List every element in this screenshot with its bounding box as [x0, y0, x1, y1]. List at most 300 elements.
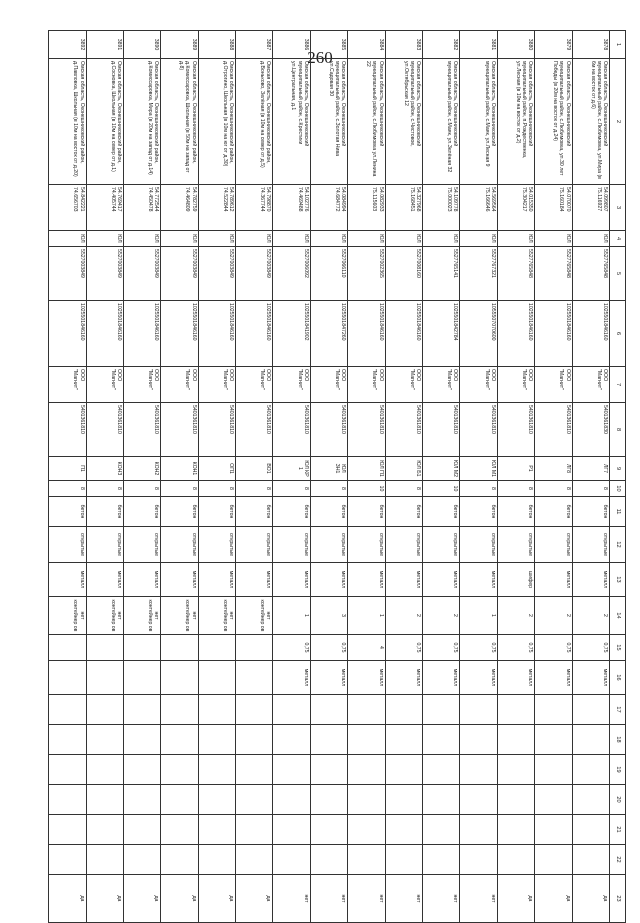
- table-cell: бетон: [273, 497, 310, 527]
- table-cell: открытые: [535, 527, 572, 563]
- table-cell: [236, 785, 273, 815]
- table-cell: бетон: [460, 497, 497, 527]
- table-row: [123, 31, 160, 923]
- table-row: [385, 31, 422, 923]
- table-cell: нет: [460, 875, 497, 923]
- table-cell: [385, 695, 422, 725]
- table-cell: [385, 815, 422, 845]
- table-cell: 0,75: [385, 635, 422, 661]
- table-cell: бетон: [385, 497, 422, 527]
- column-header: 9: [610, 457, 626, 481]
- table-row: [572, 31, 609, 923]
- table-cell: 5527765141: [423, 247, 460, 301]
- table-cell: [348, 785, 385, 815]
- table-cell: нет: [385, 875, 422, 923]
- table-cell: ЮЛ: [572, 231, 609, 247]
- table-cell: 8: [236, 481, 273, 497]
- table-cell: ЮЛ: [198, 231, 235, 247]
- table-cell: 1: [348, 597, 385, 635]
- table-cell: [161, 695, 198, 725]
- table-cell: [273, 695, 310, 725]
- table-cell: [310, 755, 347, 785]
- table-cell: да: [198, 875, 235, 923]
- table-cell: 3892: [49, 31, 86, 59]
- table-cell: ООО "Магнит": [348, 367, 385, 403]
- table-cell: да: [86, 875, 123, 923]
- table-cell: 5401361810: [198, 403, 235, 457]
- table-cell: [49, 755, 86, 785]
- table-cell: 0,75: [310, 635, 347, 661]
- table-cell: [161, 661, 198, 695]
- table-cell: [86, 661, 123, 695]
- table-cell: [535, 785, 572, 815]
- table-cell: 5401361810: [310, 403, 347, 457]
- table-cell: 54.798870 74.367744: [236, 185, 273, 231]
- table-cell: [460, 785, 497, 815]
- table-cell: Омская область, Оконешниковский район, д.Воньково, Зелёная (в 10м на север от д.5): [236, 59, 273, 185]
- table-cell: да: [123, 875, 160, 923]
- table-cell: [123, 661, 160, 695]
- table-cell: [572, 755, 609, 785]
- table-cell: [572, 785, 609, 815]
- table-row: [310, 31, 347, 923]
- table-cell: 3888: [198, 31, 235, 59]
- column-header: 14: [610, 597, 626, 635]
- table-cell: металл: [572, 563, 609, 597]
- table-cell: 54.327968 75.168451: [385, 185, 422, 231]
- table-cell: 2: [385, 597, 422, 635]
- table-cell: [123, 755, 160, 785]
- table-cell: 1: [460, 597, 497, 635]
- table-cell: открытые: [236, 527, 273, 563]
- table-cell: металл: [385, 661, 422, 695]
- column-header: 6: [610, 301, 626, 367]
- table-cell: [348, 725, 385, 755]
- table-cell: 1025501846160: [161, 301, 198, 367]
- table-cell: 1025501846160: [497, 301, 534, 367]
- table-cell: 5401361810: [348, 403, 385, 457]
- table-cell: ЮЛ: [535, 231, 572, 247]
- table-row: [460, 31, 497, 923]
- table-cell: [86, 815, 123, 845]
- table-cell: П1: [49, 457, 86, 481]
- table-cell: 5527006092: [273, 247, 310, 301]
- table-cell: Омская область, Оконешниковский район, д.Павловка, Школьная (в 10м на восток от д.20): [49, 59, 86, 185]
- table-cell: ЛГ7: [572, 457, 609, 481]
- table-cell: Омская область, Оконешниковский муниципальный район, с.Крестики ул.Центральная, д.1: [273, 59, 310, 185]
- table-cell: открытые: [310, 527, 347, 563]
- table-cell: [310, 785, 347, 815]
- table-cell: [161, 635, 198, 661]
- table-cell: Омская область, Оконешниковский муниципальный район, п.Рождественка, ул.Лесная (в 10м на восток от д.2): [497, 59, 534, 185]
- table-cell: Омская область, Оконешниковский район, д.Комиссаровка, Мира (в 20м на запад от д.14): [123, 59, 160, 185]
- table-row: [497, 31, 534, 923]
- table-cell: [161, 845, 198, 875]
- table-cell: 1025501846160: [236, 301, 273, 367]
- table-cell: открытые: [572, 527, 609, 563]
- table-cell: 3884: [348, 31, 385, 59]
- table-cell: [460, 845, 497, 875]
- table-cell: металл: [273, 563, 310, 597]
- table-cell: [497, 695, 534, 725]
- table-cell: да: [236, 875, 273, 923]
- table-cell: [348, 755, 385, 785]
- table-cell: ЮЛ Б1: [385, 457, 422, 481]
- table-cell: нет: [348, 875, 385, 923]
- table-cell: [49, 725, 86, 755]
- table-cell: Омская область, Оконешниковский муниципальный район, с.Любимовка, ул.30 лет Победы (в 20м на восток от д.24): [535, 59, 572, 185]
- table-cell: [497, 725, 534, 755]
- table-cell: ООО "Магнит": [497, 367, 534, 403]
- table-cell: [460, 815, 497, 845]
- table-cell: 10: [348, 481, 385, 497]
- table-cell: 2: [572, 597, 609, 635]
- table-cell: нет контейнер ов: [236, 597, 273, 635]
- table-cell: 3890: [123, 31, 160, 59]
- table-cell: металл: [497, 661, 534, 695]
- table-cell: 54.789612 74.522844: [198, 185, 235, 231]
- column-header: 5: [610, 247, 626, 301]
- table-cell: [236, 845, 273, 875]
- table-cell: [123, 845, 160, 875]
- table-cell: [273, 785, 310, 815]
- table-cell: 5527003849: [123, 247, 160, 301]
- table-cell: 5527003849: [49, 247, 86, 301]
- table-cell: 54.842221 74.656703: [49, 185, 86, 231]
- table-cell: [423, 785, 460, 815]
- column-header: 3: [610, 185, 626, 231]
- table-cell: бетон: [535, 497, 572, 527]
- table-cell: нет контейнер ов: [123, 597, 160, 635]
- table-cell: [49, 695, 86, 725]
- table-cell: металл: [348, 563, 385, 597]
- table-cell: 54.109778 75.000023: [423, 185, 460, 231]
- table-cell: Омская область, Оконешниковский район, д.Отрогино, Школьная (в 10м на юг от д.30): [198, 59, 235, 185]
- table-cell: [535, 815, 572, 845]
- table-cell: металл: [310, 563, 347, 597]
- table-cell: ЮЛ: [161, 231, 198, 247]
- table-cell: 8: [161, 481, 198, 497]
- table-cell: металл: [423, 661, 460, 695]
- table-cell: нет: [423, 875, 460, 923]
- table-cell: 5401361810: [423, 403, 460, 457]
- table-cell: 5401361810: [86, 403, 123, 457]
- table-cell: Омская область, Оконешниковский район, д.Комиссаровка, Школьная (в 50м на запад от д.8): [161, 59, 198, 185]
- table-cell: открытые: [123, 527, 160, 563]
- table-cell: [460, 755, 497, 785]
- page-number: 260: [307, 48, 333, 67]
- table-cell: 8: [535, 481, 572, 497]
- table-cell: [348, 845, 385, 875]
- table-cell: открытые: [423, 527, 460, 563]
- table-cell: [86, 725, 123, 755]
- table-cell: [310, 815, 347, 845]
- column-header: 21: [610, 815, 626, 845]
- table-cell: [198, 845, 235, 875]
- table-cell: 5527003849: [161, 247, 198, 301]
- table-cell: 1025501846160: [123, 301, 160, 367]
- table-cell: 2: [423, 597, 460, 635]
- table-cell: [198, 755, 235, 785]
- table-cell: [423, 755, 460, 785]
- table-cell: ЮЛ: [310, 231, 347, 247]
- table-row: [198, 31, 235, 923]
- column-header: 8: [610, 403, 626, 457]
- table-cell: [348, 695, 385, 725]
- table-cell: открытые: [49, 527, 86, 563]
- table-cell: [236, 661, 273, 695]
- table-cell: нет контейнер ов: [161, 597, 198, 635]
- column-header: 11: [610, 497, 626, 527]
- table-cell: 1025501846160: [198, 301, 235, 367]
- column-header: 12: [610, 527, 626, 563]
- table-cell: открытые: [273, 527, 310, 563]
- table-cell: нет контейнер ов: [49, 597, 86, 635]
- table-cell: 5527066110: [310, 247, 347, 301]
- table-cell: [161, 725, 198, 755]
- table-cell: бетон: [310, 497, 347, 527]
- table-cell: [273, 755, 310, 785]
- table-cell: 5527765848: [572, 247, 609, 301]
- table-cell: 8: [49, 481, 86, 497]
- table-cell: [236, 635, 273, 661]
- table-cell: [460, 725, 497, 755]
- table-cell: 1: [273, 597, 310, 635]
- table-cell: [273, 725, 310, 755]
- table-cell: 5527003849: [198, 247, 235, 301]
- table-cell: [198, 695, 235, 725]
- column-header: 1: [610, 31, 626, 59]
- table-cell: ООО "Магнит": [310, 367, 347, 403]
- column-header: 4: [610, 231, 626, 247]
- table-row: [348, 31, 385, 923]
- table-cell: ЮЛ: [86, 231, 123, 247]
- table-row: [535, 31, 572, 923]
- table-cell: [49, 635, 86, 661]
- table-cell: Омская область, Оконешниковский муниципальный район, с.Чистовое, ул.Октябрьская 12: [385, 59, 422, 185]
- table-cell: 2: [497, 597, 534, 635]
- table-cell: 2: [535, 597, 572, 635]
- table-cell: металл: [198, 563, 235, 597]
- table-cell: металл: [348, 661, 385, 695]
- table-cell: 0,75: [273, 635, 310, 661]
- table-cell: 54.070070 75.160184: [535, 185, 572, 231]
- table-cell: 5527002365: [348, 247, 385, 301]
- table-cell: ОП1: [198, 457, 235, 481]
- table-cell: 54.015350 75.304217: [497, 185, 534, 231]
- table-cell: [198, 785, 235, 815]
- table-cell: [198, 815, 235, 845]
- table-cell: металл: [86, 563, 123, 597]
- table-cell: бетон: [86, 497, 123, 527]
- table-cell: [572, 845, 609, 875]
- table-cell: ЮЛ М2: [423, 457, 460, 481]
- table-cell: [310, 725, 347, 755]
- table-cell: 5401361810: [385, 403, 422, 457]
- table-cell: [385, 755, 422, 785]
- table-cell: 1025501846160: [49, 301, 86, 367]
- table-cell: [123, 725, 160, 755]
- table-cell: 10: [423, 481, 460, 497]
- table-cell: ЮЛ: [123, 231, 160, 247]
- table-cell: [123, 815, 160, 845]
- table-cell: да: [161, 875, 198, 923]
- table-cell: [535, 845, 572, 875]
- table-cell: [535, 695, 572, 725]
- table-cell: [423, 725, 460, 755]
- table-cell: ООО "Магнит": [423, 367, 460, 403]
- table-cell: ЮЛ: [49, 231, 86, 247]
- table-cell: [86, 695, 123, 725]
- table-cell: ООО "Магнит": [161, 367, 198, 403]
- table-cell: [49, 845, 86, 875]
- table-cell: металл: [310, 661, 347, 695]
- table-cell: бетон: [123, 497, 160, 527]
- table-cell: [161, 785, 198, 815]
- table-cell: ВО1: [236, 457, 273, 481]
- table-row: [423, 31, 460, 923]
- table-cell: ЮЛ: [497, 231, 534, 247]
- table-cell: [423, 845, 460, 875]
- table-cell: 3881: [460, 31, 497, 59]
- table-cell: да: [535, 875, 572, 923]
- table-cell: 54.772544 74.450478: [123, 185, 160, 231]
- table-cell: 5401361810: [535, 403, 572, 457]
- table-cell: 3889: [161, 31, 198, 59]
- table-cell: Омская область, Оконешниковский муниципальный район, с.Любимовка ул.Ленина 22: [348, 59, 385, 185]
- column-header: 7: [610, 367, 626, 403]
- table-cell: бетон: [236, 497, 273, 527]
- column-header: 19: [610, 755, 626, 785]
- column-header: 20: [610, 785, 626, 815]
- column-header: 15: [610, 635, 626, 661]
- table-cell: Омская область, Оконешниковский муниципальный район, с.Маяк, ул.Лесная 9: [460, 59, 497, 185]
- table-cell: 5401361810: [123, 403, 160, 457]
- table-row: [273, 31, 310, 923]
- table-cell: Омская область, Оконешниковский муниципальный район, с.Золотая Нива ул.Садовая 30: [310, 59, 347, 185]
- column-header: 13: [610, 563, 626, 597]
- table-cell: 3883: [385, 31, 422, 59]
- table-cell: 5527765848: [535, 247, 572, 301]
- table-cell: [572, 815, 609, 845]
- table-cell: металл: [460, 563, 497, 597]
- table-cell: 8: [86, 481, 123, 497]
- table-cell: 5401361810: [460, 403, 497, 457]
- table-cell: 8: [497, 481, 534, 497]
- column-header: 18: [610, 725, 626, 755]
- table-cell: 0,75: [535, 635, 572, 661]
- table-cell: [161, 755, 198, 785]
- table-cell: ООО "Магнит": [535, 367, 572, 403]
- table-row: [86, 31, 123, 923]
- table-cell: [348, 815, 385, 845]
- table-cell: [310, 845, 347, 875]
- table-cell: [86, 785, 123, 815]
- table-cell: 54.082933 75.115603: [348, 185, 385, 231]
- table-cell: [572, 725, 609, 755]
- table-cell: 1025501846160: [572, 301, 609, 367]
- table-cell: 54.099807 75.116927: [572, 185, 609, 231]
- table-cell: 54.569564 75.166646: [460, 185, 497, 231]
- table-row: [161, 31, 198, 923]
- table-row: [236, 31, 273, 923]
- table-cell: [460, 695, 497, 725]
- table-cell: [49, 661, 86, 695]
- table-cell: КОН3: [86, 457, 123, 481]
- table-cell: 3: [310, 597, 347, 635]
- table-cell: КОН1: [161, 457, 198, 481]
- table-cell: 5401361810: [49, 403, 86, 457]
- table-cell: [385, 845, 422, 875]
- table-cell: 5401361810: [161, 403, 198, 457]
- table-cell: [86, 845, 123, 875]
- table-cell: 54.084994 74.684772: [310, 185, 347, 231]
- table-cell: шифер: [497, 563, 534, 597]
- table-cell: 5401361810: [273, 403, 310, 457]
- table-cell: 1025501841902: [273, 301, 310, 367]
- table-cell: ЮЛ ЗН1: [310, 457, 347, 481]
- table-cell: да: [572, 875, 609, 923]
- table-cell: металл: [161, 563, 198, 597]
- rotated-table-frame: [49, 30, 626, 903]
- table-cell: [535, 725, 572, 755]
- table-cell: 3882: [423, 31, 460, 59]
- table-cell: [123, 695, 160, 725]
- table-cell: ЮЛ: [348, 231, 385, 247]
- table-cell: [198, 725, 235, 755]
- table-cell: 5527765848: [497, 247, 534, 301]
- table-cell: 0,75: [423, 635, 460, 661]
- table-cell: 54.769417 74.405744: [86, 185, 123, 231]
- table-cell: 8: [572, 481, 609, 497]
- table-cell: нет контейнер ов: [86, 597, 123, 635]
- rotated-table-container: [49, 30, 626, 903]
- table-cell: металл: [535, 563, 572, 597]
- table-cell: металл: [535, 661, 572, 695]
- table-cell: 8: [198, 481, 235, 497]
- table-cell: 8: [310, 481, 347, 497]
- table-cell: металл: [423, 563, 460, 597]
- table-cell: Омская область, Оконешниковский муниципальный район, с.Любимовка, ул.Мира (в 6м на восток от д.6): [572, 59, 609, 185]
- table-cell: ЮЛ: [385, 231, 422, 247]
- table-cell: бетон: [198, 497, 235, 527]
- table-cell: Омская область, Оконешниковский район, д.Сосновка, Школьная (в 10м на север от д.1): [86, 59, 123, 185]
- table-cell: [385, 785, 422, 815]
- table-cell: [236, 695, 273, 725]
- table-cell: ООО "Магнит": [460, 367, 497, 403]
- table-cell: [273, 815, 310, 845]
- table-cell: 0,75: [497, 635, 534, 661]
- table-cell: 1025501846160: [348, 301, 385, 367]
- table-cell: бетон: [572, 497, 609, 527]
- register-table-body: [49, 31, 626, 923]
- table-header-row: [610, 31, 626, 923]
- table-cell: [423, 815, 460, 845]
- table-cell: металл: [572, 661, 609, 695]
- table-cell: ЮЛ КР 1: [273, 457, 310, 481]
- table-cell: [236, 815, 273, 845]
- table-cell: 5401361810: [236, 403, 273, 457]
- register-table: [48, 30, 626, 923]
- table-cell: 1025501846160: [86, 301, 123, 367]
- table-cell: [198, 661, 235, 695]
- table-cell: Р1: [497, 457, 534, 481]
- table-cell: ООО "Магнит": [385, 367, 422, 403]
- table-cell: бетон: [348, 497, 385, 527]
- table-cell: [423, 695, 460, 725]
- table-cell: [161, 815, 198, 845]
- table-cell: ООО "Магнит": [236, 367, 273, 403]
